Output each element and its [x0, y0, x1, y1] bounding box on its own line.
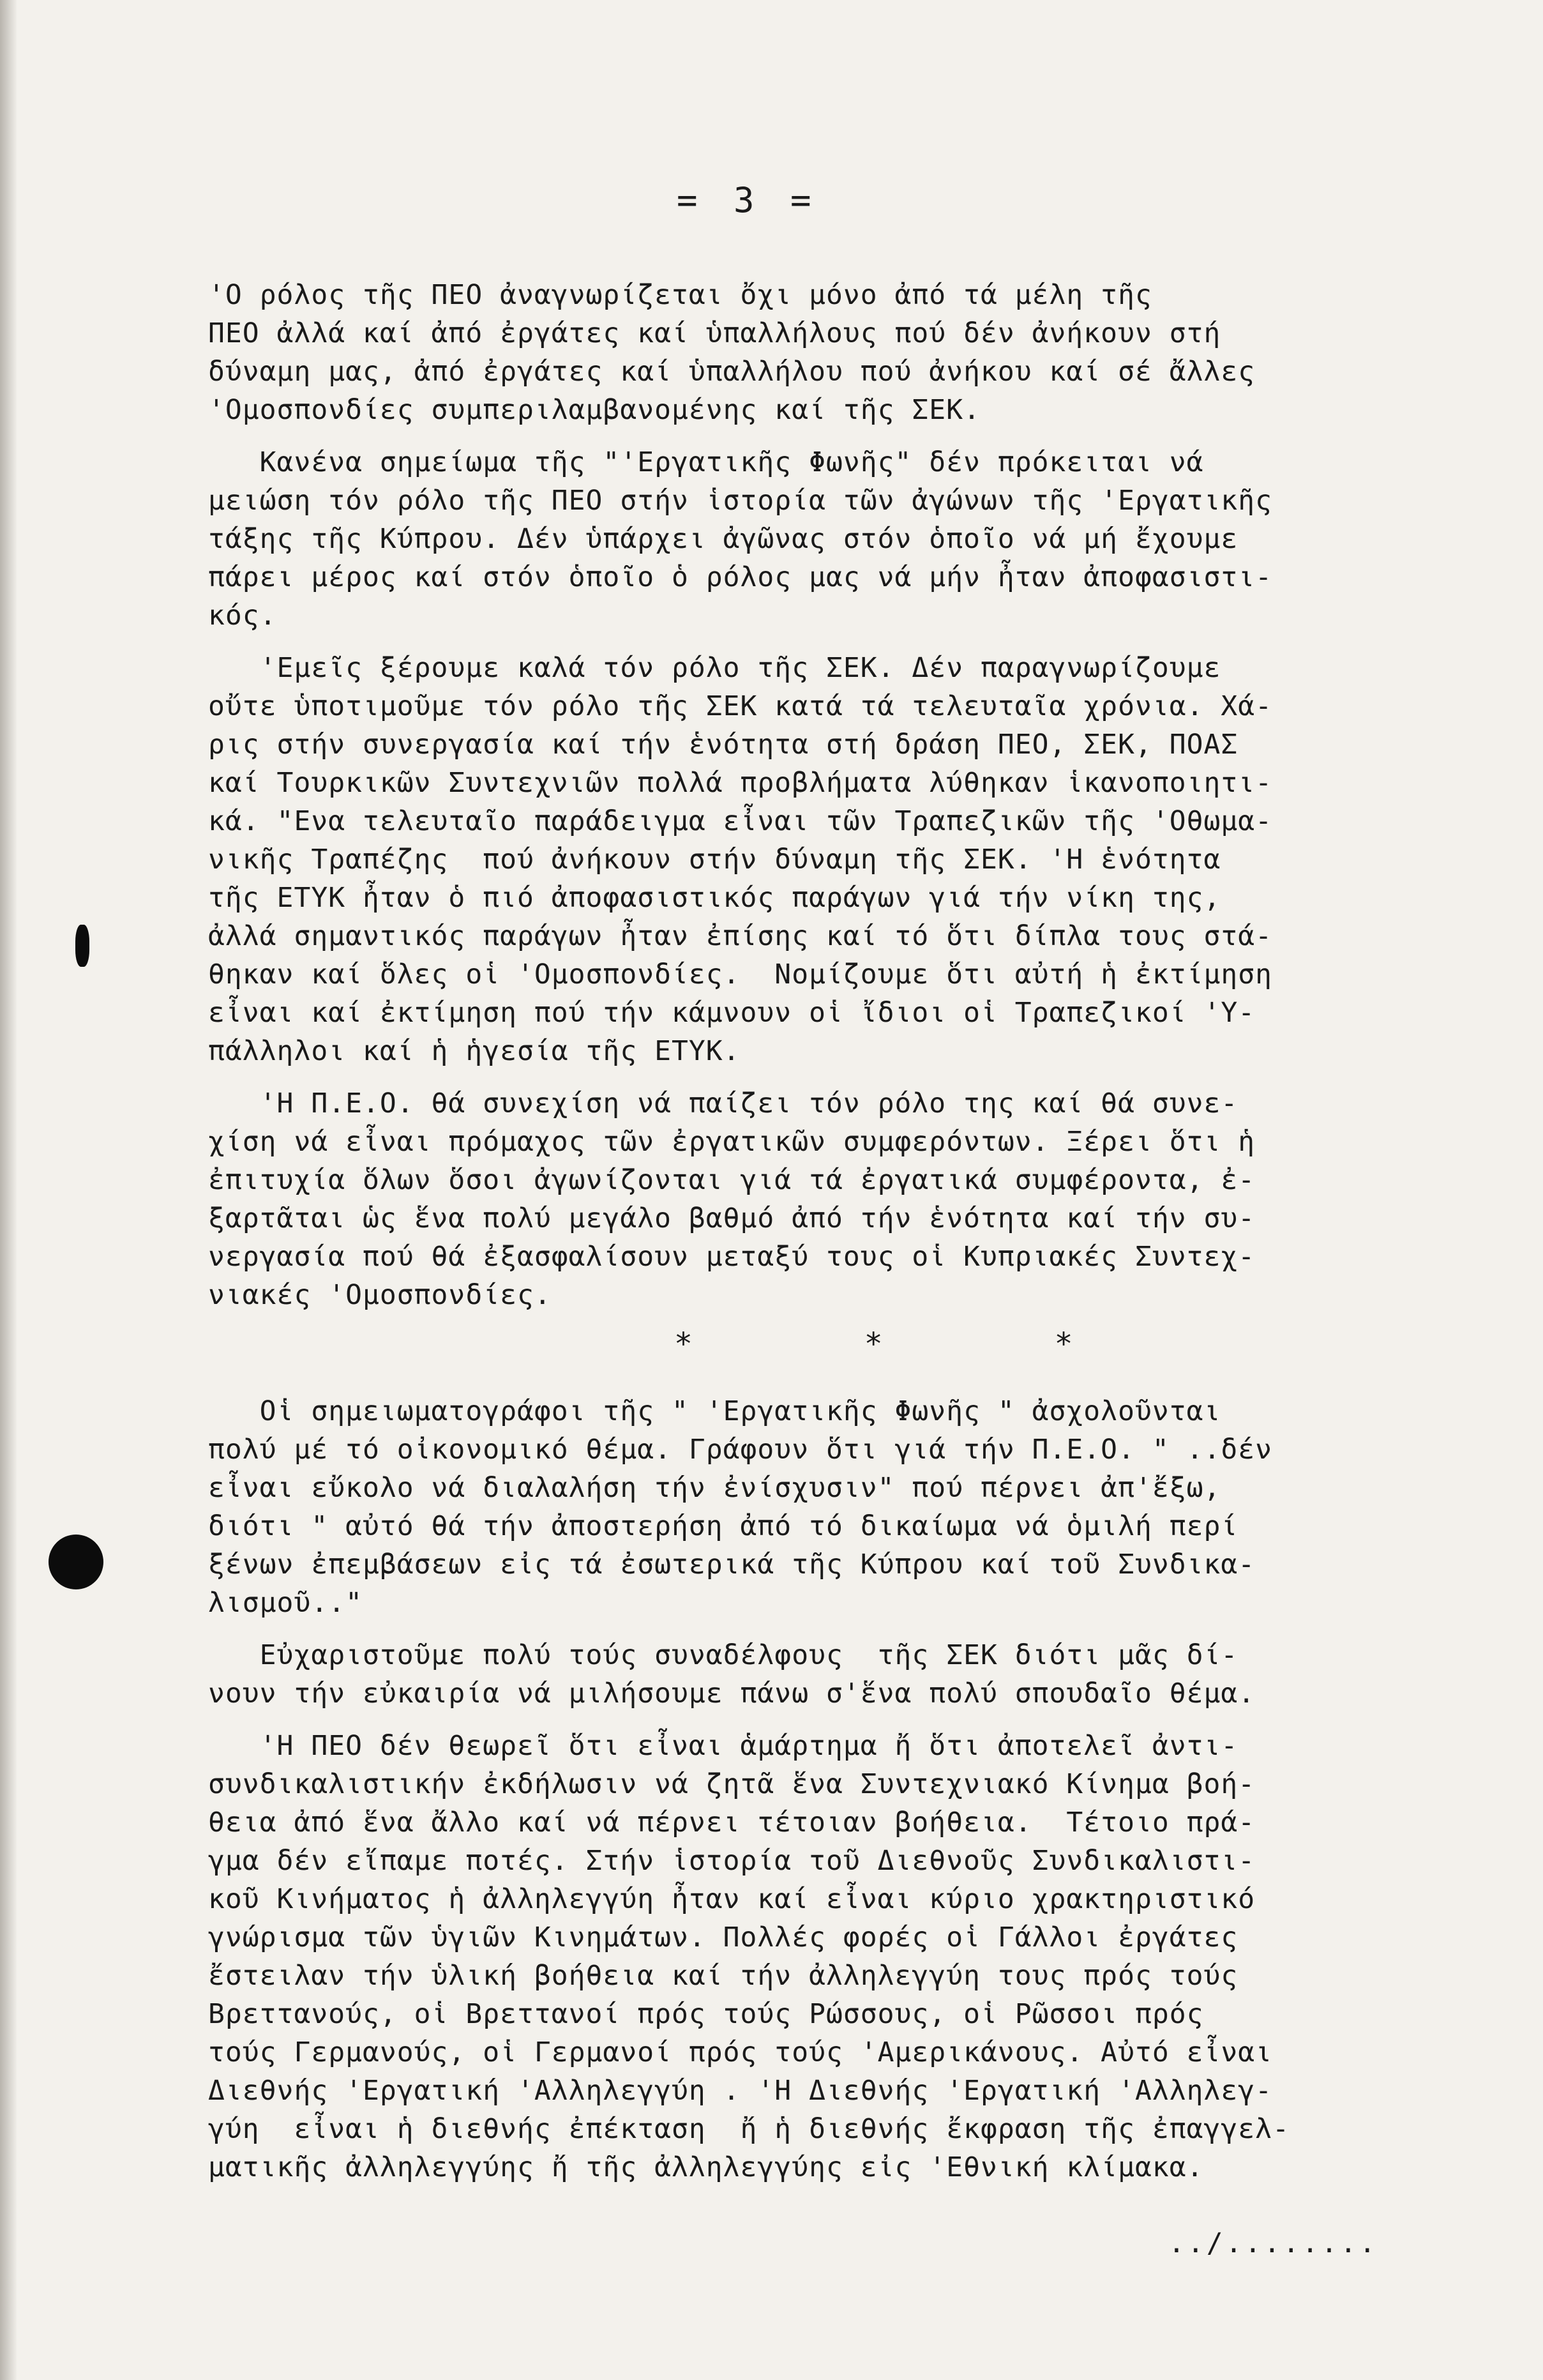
paragraph	[208, 1636, 1434, 1713]
text-line: θηκαν καί ὅλες οἱ 'Ομοσπονδίες. Νομίζουμε ὅτι αὐτή ἡ ἐκτίμηση	[208, 959, 1273, 990]
text-line: κοῦ Κινήματος ἡ ἀλληλεγγύη ἦταν καί εἶναι κύριο χρακτηριστικό	[208, 1883, 1256, 1915]
text-line: κός.	[208, 600, 277, 632]
paragraph	[208, 649, 1434, 1070]
document-body	[208, 276, 1434, 2201]
binder-hole	[75, 925, 89, 967]
body-part-before-separator	[208, 276, 1434, 1314]
paragraph	[208, 1727, 1434, 2187]
text-line: τῆς ΕΤΥΚ ἦταν ὁ πιό ἀποφασιστικός παράγων γιά τήν νίκη της,	[208, 882, 1221, 914]
text-line: νικῆς Τραπέζης πού ἀνήκουν στήν δύναμη τῆς ΣΕΚ. 'Η ἑνότητα	[208, 844, 1221, 875]
text-line: 'Η ΠΕΟ δέν θεωρεῖ ὅτι εἶναι ἁμάρτημα ἤ ὅτι ἀποτελεῖ ἀντι-	[208, 1730, 1238, 1762]
text-line: Βρεττανούς, οἱ Βρεττανοί πρός τούς Ρώσσους, οἱ Ρῶσσοι πρός	[208, 1998, 1204, 2030]
text-line: γμα δέν εἴπαμε ποτές. Στήν ἱστορία τοῦ Διεθνοῦς Συνδικαλιστι-	[208, 1845, 1256, 1877]
text-line: δύναμη μας, ἀπό ἐργάτες καί ὑπαλλήλου πού ἀνήκου καί σέ ἄλλες	[208, 356, 1256, 388]
text-line: 'Η Π.Ε.Ο. θά συνεχίση νά παίζει τόν ρόλο της καί θά συνε-	[208, 1088, 1238, 1119]
text-line: νεργασία πού θά ἐξασφαλίσουν μεταξύ τους οἱ Κυπριακές Συντεχ-	[208, 1241, 1256, 1273]
text-line: ἔστειλαν τήν ὑλική βοήθεια καί τήν ἀλληλεγγύη τους πρός τούς	[208, 1960, 1238, 1992]
text-line: θεια ἀπό ἕνα ἄλλο καί νά πέρνει τέτοιαν βοήθεια. Τέτοιο πρά-	[208, 1807, 1256, 1838]
text-line: ἐπιτυχία ὅλων ὅσοι ἀγωνίζονται γιά τά ἐργατικά συμφέροντα, ἐ-	[208, 1164, 1256, 1196]
text-line: πάρει μέρος καί στόν ὁποῖο ὁ ρόλος μας νά μήν ἦταν ἀποφασιστι-	[208, 561, 1273, 593]
scan-edge	[0, 0, 17, 2380]
text-line: νουν τήν εὐκαιρία νά μιλήσουμε πάνω σ'ἕνα πολύ σπουδαῖο θέμα.	[208, 1678, 1256, 1709]
text-line: κά. "Ενα τελευταῖο παράδειγμα εἶναι τῶν Τραπεζικῶν τῆς 'Οθωμα-	[208, 805, 1273, 837]
text-line: 'Ο ρόλος τῆς ΠΕΟ ἀναγνωρίζεται ὄχι μόνο ἀπό τά μέλη τῆς	[208, 279, 1152, 311]
paragraph	[208, 1392, 1434, 1622]
text-line: καί Τουρκικῶν Συντεχνιῶν πολλά προβλήματα λύθηκαν ἱκανοποιητι-	[208, 767, 1273, 799]
text-line: συνδικαλιστικήν ἐκδήλωσιν νά ζητᾶ ἕνα Συντεχνιακό Κίνημα βοή-	[208, 1768, 1256, 1800]
text-line: 'Εμεῖς ξέρουμε καλά τόν ρόλο τῆς ΣΕΚ. Δέν παραγνωρίζουμε	[208, 652, 1221, 684]
text-line: γνώρισμα τῶν ὑγιῶν Κινημάτων. Πολλές φορές οἱ Γάλλοι ἐργάτες	[208, 1921, 1238, 1953]
paragraph	[208, 443, 1434, 635]
text-line: ρις στήν συνεργασία καί τήν ἑνότητα στή δράση ΠΕΟ, ΣΕΚ, ΠΟΑΣ	[208, 729, 1238, 761]
text-line: ἀλλά σημαντικός παράγων ἦταν ἐπίσης καί τό ὅτι δίπλα τους στά-	[208, 920, 1273, 952]
text-line: ξένων ἐπεμβάσεων εἰς τά ἐσωτερικά τῆς Κύπρου καί τοῦ Συνδικα-	[208, 1549, 1256, 1580]
text-line: μειώση τόν ρόλο τῆς ΠΕΟ στήν ἱστορία τῶν ἀγώνων τῆς 'Εργατικῆς	[208, 485, 1273, 517]
text-line: τούς Γερμανούς, οἱ Γερμανοί πρός τούς 'Αμερικάνους. Αὐτό εἶναι	[208, 2036, 1273, 2068]
text-line: τάξης τῆς Κύπρου. Δέν ὑπάρχει ἀγῶνας στόν ὁποῖο νά μή ἔχουμε	[208, 523, 1238, 555]
text-line: διότι " αὐτό θά τήν ἀποστερήση ἀπό τό δικαίωμα νά ὁμιλή περί	[208, 1510, 1238, 1542]
text-line: εἶναι εὔκολο νά διαλαλήση τήν ἐνίσχυσιν" πού πέρνει ἀπ'ἔξω,	[208, 1472, 1221, 1504]
text-line: λισμοῦ.."	[208, 1587, 363, 1619]
text-line: ματικῆς ἀλληλεγγύης ἤ τῆς ἀλληλεγγύης εἰς 'Εθνική κλίμακα.	[208, 2151, 1204, 2183]
binder-hole	[49, 1535, 103, 1589]
text-line: πάλληλοι καί ἡ ἡγεσία τῆς ΕΤΥΚ.	[208, 1035, 741, 1067]
text-line: Εὐχαριστοῦμε πολύ τούς συναδέλφους τῆς ΣΕΚ διότι μᾶς δί-	[208, 1639, 1238, 1671]
text-line: πολύ μέ τό οἰκονομικό θέμα. Γράφουν ὅτι γιά τήν Π.Ε.Ο. " ..δέν	[208, 1434, 1273, 1466]
text-line: 'Ομοσπονδίες συμπεριλαμβανομένης καί τῆς ΣΕΚ.	[208, 394, 981, 426]
body-part-after-separator	[208, 1392, 1434, 2187]
text-line: ΠΕΟ ἀλλά καί ἀπό ἐργάτες καί ὑπαλλήλους πού δέν ἀνήκουν στή	[208, 317, 1221, 349]
paragraph	[208, 1084, 1434, 1314]
text-line: χίση νά εἶναι πρόμαχος τῶν ἐργατικῶν συμφερόντων. Ξέρει ὅτι ἡ	[208, 1126, 1256, 1158]
text-line: Οἱ σημειωματογράφοι τῆς " 'Εργατικῆς Φωνῆς " ἀσχολοῦνται	[208, 1395, 1221, 1427]
page-number: = 3 =	[677, 180, 819, 220]
text-line: οὔτε ὑποτιμοῦμε τόν ρόλο τῆς ΣΕΚ κατά τά τελευταῖα χρόνια. Χά-	[208, 690, 1273, 722]
paragraph	[208, 276, 1434, 429]
text-line: γύη εἶναι ἡ διεθνής ἐπέκταση ἤ ἡ διεθνής ἔκφραση τῆς ἐπαγγελ-	[208, 2113, 1290, 2145]
section-separator: * * *	[674, 1326, 1150, 1362]
text-line: ξαρτᾶται ὡς ἕνα πολύ μεγάλο βαθμό ἀπό τήν ἑνότητα καί τήν συ-	[208, 1202, 1256, 1234]
text-line: εἶναι καί ἐκτίμηση πού τήν κάμνουν οἱ ἴδιοι οἱ Τραπεζικοί 'Υ-	[208, 997, 1256, 1029]
text-line: Κανένα σημείωμα τῆς "'Εργατικῆς Φωνῆς" δέν πρόκειται νά	[208, 446, 1204, 478]
continuation-mark: ../........	[1168, 2227, 1378, 2259]
text-line: Διεθνής 'Εργατική 'Αλληλεγγύη . 'Η Διεθνής 'Εργατική 'Αλληλεγ-	[208, 2075, 1273, 2107]
text-line: νιακές 'Ομοσπονδίες.	[208, 1279, 552, 1311]
